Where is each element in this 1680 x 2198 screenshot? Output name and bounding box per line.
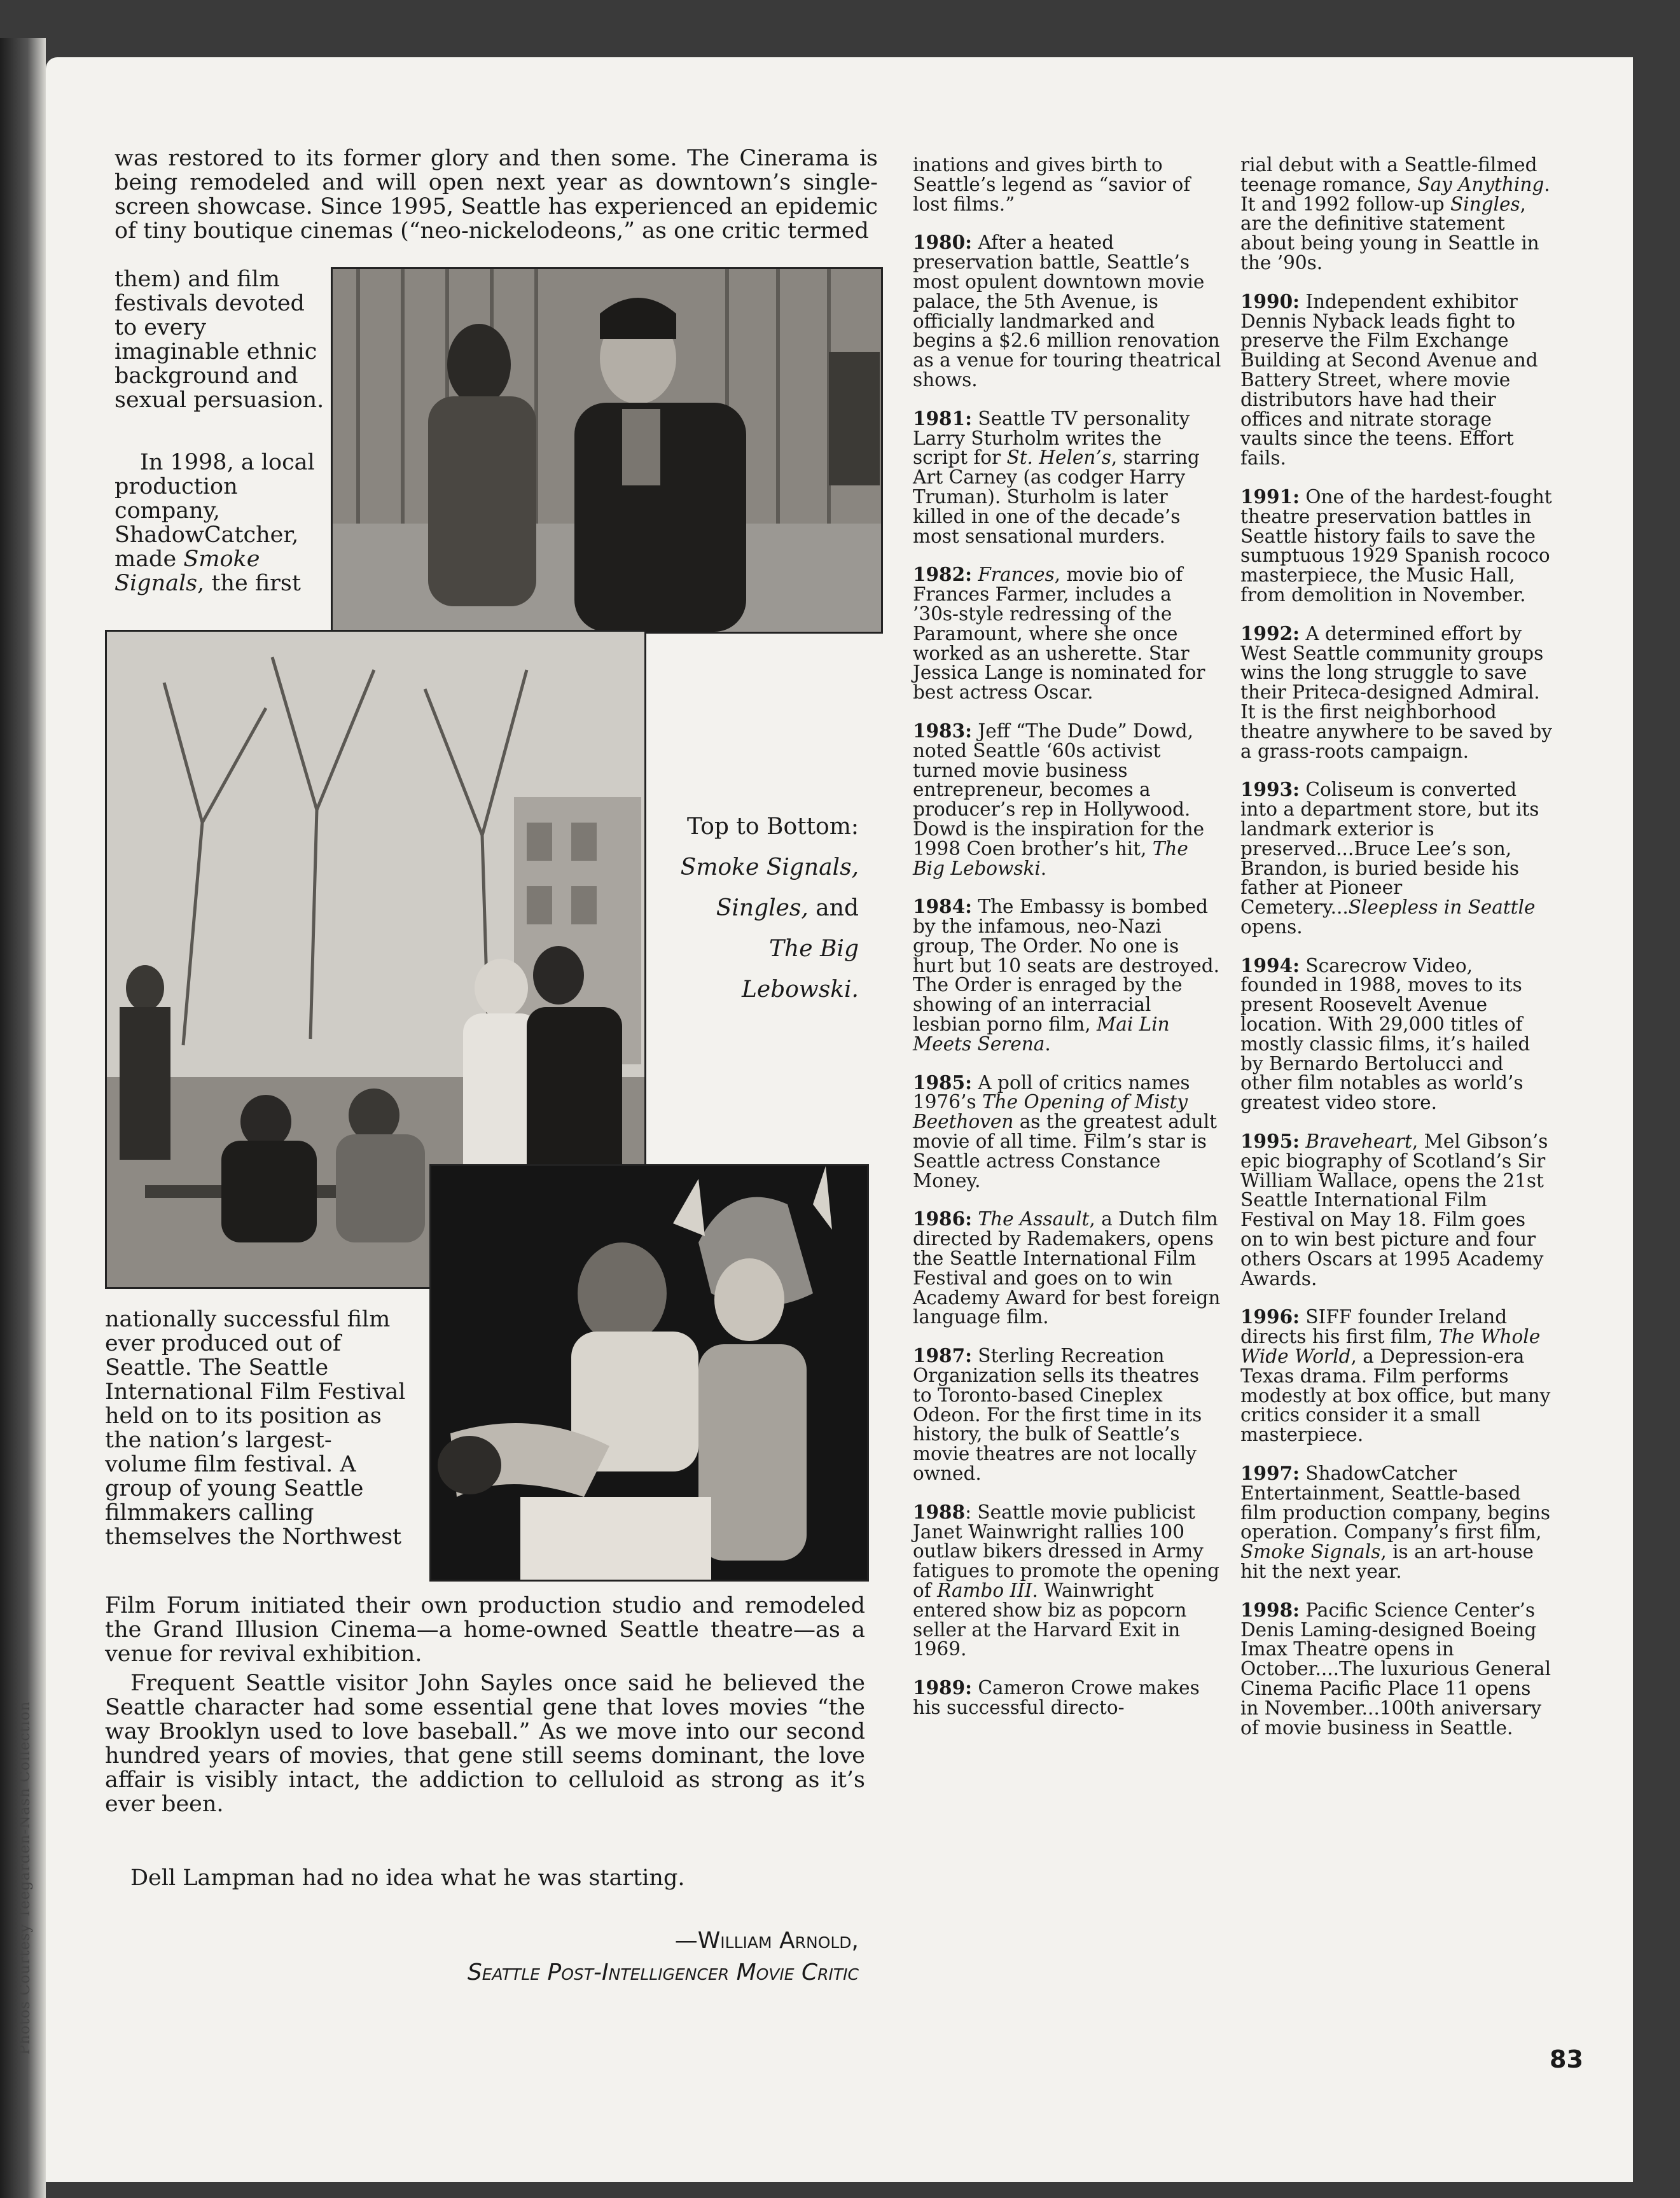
timeline-year: 1996: [1240, 1305, 1300, 1328]
timeline-text: A determined effort by West Seattle community groups wins the long struggle to save their Priteca-designed Admiral. It is the first neighborhood theatre anywhere to be saved by a grass-roots campaign. [1240, 622, 1552, 762]
timeline-text: . Wainwright entered show biz as popcorn seller at the Harvard Exit in 1969. [913, 1580, 1187, 1660]
photo-smoke-signals [331, 267, 883, 634]
timeline-year: 1995: [1240, 1130, 1300, 1153]
timeline-text: : Seattle movie publicist Janet Wainwright rallies 100 outlaw bikers dressed in Army fatigues to promote the opening of [913, 1501, 1219, 1601]
timeline-entry [913, 897, 1221, 1054]
caption-and: and [808, 895, 859, 921]
intro-paragraph: was restored to its former glory and then some. The Cinerama is being remodeled and will open next year as downtown’s single-screen showcase. Since 1995, Seattle has experienced an epidemic of tiny boutique cinemas (“neo-nickelodeons,” as one critic termed [115, 146, 878, 244]
shadowcatcher-text: In 1998, a local production company, ShadowCatcher, made [115, 450, 315, 572]
timeline-text: as the greatest adult movie of all time. Film’s star is Seattle actress Constance Money. [913, 1111, 1217, 1192]
timeline-text: . [1045, 1033, 1051, 1055]
timeline-entry [913, 1500, 1221, 1660]
timeline-year: 1997: [1240, 1462, 1300, 1485]
timeline-entry [1240, 1307, 1552, 1445]
caption-the-big: The Big [769, 936, 859, 962]
timeline-entry [1240, 289, 1552, 470]
timeline-text: . [1040, 857, 1047, 879]
timeline-year: 1998: [1240, 1598, 1300, 1621]
timeline-text [972, 564, 978, 585]
timeline-text: SIFF founder Ireland directs his first film, [1240, 1306, 1508, 1348]
timeline-text: , a Dutch film directed by Rademakers, opens the Seattle International Film Festival and goes on to win Academy Award for best foreign language film. [913, 1208, 1221, 1328]
timeline-title: Braveheart [1305, 1130, 1412, 1153]
timeline-entry [1240, 624, 1552, 762]
timeline-year: 1986: [913, 1207, 972, 1230]
timeline-entry [913, 1073, 1221, 1191]
timeline-text: ShadowCatcher Entertainment, Seattle-based film production company, begins operation. Company’s first film, [1240, 1463, 1551, 1543]
photo-big-lebowski [429, 1164, 869, 1582]
timeline-year: 1990: [1240, 289, 1300, 312]
timeline-year: 1981: [913, 407, 972, 429]
timeline-year: 1991: [1240, 485, 1300, 508]
caption-line-1: Top to Bottom: [687, 814, 859, 840]
timeline-title: Singles [1450, 193, 1520, 215]
timeline-text: inations and gives birth to Seattle’s legend as “savior of lost films.” [913, 154, 1191, 215]
timeline-entry [913, 155, 1221, 214]
timeline-column-2 [1240, 155, 1552, 1756]
timeline-text: Sterling Recreation Organization sells its theatres to Toronto-based Cineplex Odeon. For the first time in its history, the bulk of Seattle’s movie theatres are not locally owned. [913, 1345, 1202, 1485]
timeline-title: Rambo III [937, 1580, 1032, 1601]
timeline-text: Coliseum is converted into a department store, but its landmark exterior is preserved...Bruce Lee’s son, Brandon, is buried beside his father at Pioneer Cemetery... [1240, 779, 1539, 919]
timeline-title: The Assault [978, 1208, 1090, 1230]
timeline-text: Seattle TV personality Larry Sturholm writes the script for [913, 407, 1190, 469]
timeline-title: The Opening of Misty Beethoven [913, 1091, 1188, 1133]
timeline-entry [913, 565, 1221, 702]
timeline-year: 1982: [913, 563, 972, 586]
timeline-text: , a Depression-era Texas drama. Film performs modestly at box office, but many critics consider it a small masterpiece. [1240, 1346, 1551, 1446]
timeline-year: 1988 [913, 1500, 966, 1523]
timeline-entry [913, 409, 1221, 546]
timeline-entry [913, 233, 1221, 389]
timeline-entry [1240, 1598, 1552, 1739]
timeline-text: opens. [1240, 915, 1303, 938]
timeline-text: Scarecrow Video, founded in 1988, moves to its present Roosevelt Avenue location. With 29,000 titles of mostly classic films, it’s hailed by Bernardo Bertolucci and other film notables as world’s greatest video store. [1240, 954, 1531, 1114]
timeline-title: The Whole Wide World [1240, 1326, 1541, 1368]
timeline-title: St. Helen’s [1006, 447, 1111, 469]
timeline-entry [1240, 956, 1552, 1113]
big-lebowski-image [431, 1166, 867, 1580]
timeline-year: 1984: [913, 895, 972, 918]
lampman-paragraph: Dell Lampman had no idea what he was starting. [130, 1865, 685, 1891]
timeline-text [1300, 1130, 1305, 1152]
timeline-entry [1240, 1132, 1552, 1288]
timeline-year: 1989: [913, 1676, 972, 1699]
timeline-text: Jeff “The Dude” Dowd, noted Seattle ‘60s activist turned movie business entrepreneur, becomes a producer’s rep in Hollywood. Dowd is the inspiration for the 1998 Coen brother’s hit, [913, 720, 1205, 859]
timeline-year: 1993: [1240, 778, 1300, 801]
timeline-year: 1994: [1240, 954, 1300, 977]
timeline-title: Smoke Signals [1240, 1541, 1381, 1563]
timeline-text: , starring Art Carney (as codger Harry Truman). Sturholm is later killed in one of the decade’s most sensational murders. [913, 447, 1200, 547]
timeline-text: . It and 1992 follow-up [1240, 173, 1550, 215]
author-title: Seattle Post-Intelligencer Movie Critic [467, 1959, 859, 1986]
timeline-column-1 [913, 155, 1221, 1737]
timeline-year: 1985: [913, 1071, 972, 1094]
sayles-paragraph: Frequent Seattle visitor John Sayles once said he believed the Seattle character had some essential gene that loves movies “the way Brooklyn used to love baseball.” As we move into our second hundred years of movies, that gene still seems dominant, the love affair is visibly intact, the addiction to celluloid as strong as it’s ever been. [105, 1671, 865, 1817]
timeline-text: One of the hardest-fought theatre preservation battles in Seattle history fails to save the sumptuous 1929 Spanish rococo masterpiece, the Music Hall, from demolition in November. [1240, 485, 1552, 606]
page-number: 83 [1550, 2045, 1583, 2073]
timeline-year: 1992: [1240, 622, 1300, 644]
timeline-text: , movie bio of Frances Farmer, includes a ’30s-style redressing of the Paramount, where she once worked as an usherette. Star Jessica Lange is nominated for best actress Oscar. [913, 564, 1205, 704]
narrow-paragraph-shadowcatcher [115, 450, 324, 595]
smoke-signals-image [333, 269, 881, 632]
photo-caption [649, 807, 859, 1010]
timeline-entry [913, 721, 1221, 878]
shadowcatcher-end: , the first [197, 571, 301, 596]
timeline-text: The Embassy is bombed by the infamous, neo-Nazi group, The Order. No one is hurt but 10 seats are destroyed. The Order is enraged by the showing of an interracial lesbian porno film, [913, 896, 1220, 1036]
caption-singles: Singles, [716, 895, 809, 921]
timeline-text: , are the definitive statement about being young in Seattle in the ’90s. [1240, 193, 1539, 274]
caption-smoke-signals: Smoke Signals, [680, 854, 859, 880]
timeline-entry [913, 1678, 1221, 1718]
timeline-text: , is an art-house hit the next year. [1240, 1541, 1534, 1582]
timeline-text: Pacific Science Center’s Denis Laming-designed Boeing Imax Theatre opens in October....The luxurious General Cinema Pacific Place 11 opens in November...100th aniversary of movie business in Seattle. [1240, 1599, 1552, 1739]
timeline-text: After a heated preservation battle, Seattle’s most opulent downtown movie palace, the 5th Avenue, is officially landmarked and begins a $2.6 million renovation as a venue for touring theatrical shows. [913, 232, 1221, 391]
timeline-title: The Big Lebowski [913, 837, 1188, 879]
timeline-entry [1240, 487, 1552, 605]
timeline-year: 1980: [913, 231, 972, 254]
narrow-paragraph-film-festival: nationally successful film ever produced out of Seattle. The Seattle International Film Festival held on to its position as the nation’s largest-volume film festival. A group of young Seattle filmmakers calling themselves the Northwest [105, 1307, 406, 1550]
narrow-paragraph-festivals: them) and film festivals devoted to every imaginable ethnic background and sexual persuasion. [115, 267, 324, 413]
timeline-entry [1240, 780, 1552, 936]
timeline-entry [1240, 155, 1552, 273]
caption-lebowski: Lebowski. [742, 977, 859, 1003]
continuation-paragraph: Film Forum initiated their own production studio and remodeled the Grand Illusion Cinema—a home-owned Seattle theatre—as a venue for revival exhibition. [105, 1593, 865, 1667]
timeline-entry [913, 1346, 1221, 1484]
timeline-text: Independent exhibitor Dennis Nyback leads fight to preserve the Film Exchange Building at Second Avenue and Battery Street, where movie distributors have had their offices and nitrate storage vaults since the teens. Effort fails. [1240, 290, 1538, 470]
timeline-text [972, 1208, 978, 1230]
timeline-title: Sleepless in Seattle [1348, 896, 1536, 919]
side-photo-credit: Photos Courtesy Teegarden-Nash Collection [17, 1701, 33, 2055]
timeline-year: 1987: [913, 1344, 972, 1367]
timeline-entry [913, 1209, 1221, 1327]
smoke-signals-title: Smoke Signals [115, 546, 260, 596]
timeline-year: 1983: [913, 719, 972, 742]
author-name: —William Arnold, [674, 1928, 859, 1954]
timeline-text: Cameron Crowe makes his successful directo- [913, 1677, 1200, 1718]
timeline-title: Frances [978, 564, 1055, 586]
timeline-text: rial debut with a Seattle-filmed teenage romance, [1240, 154, 1538, 195]
timeline-title: Mai Lin Meets Serena [913, 1013, 1170, 1055]
timeline-text: , Mel Gibson’s epic biography of Scotland’s Sir William Wallace, opens the 21st Seattle International Film Festival on May 18. Film goes on to win best picture and four others Oscars at 1995 Academy Awards. [1240, 1130, 1548, 1290]
timeline-title: Say Anything [1417, 173, 1545, 195]
timeline-entry [1240, 1464, 1552, 1582]
timeline-text: A poll of critics names 1976’s [913, 1071, 1190, 1113]
